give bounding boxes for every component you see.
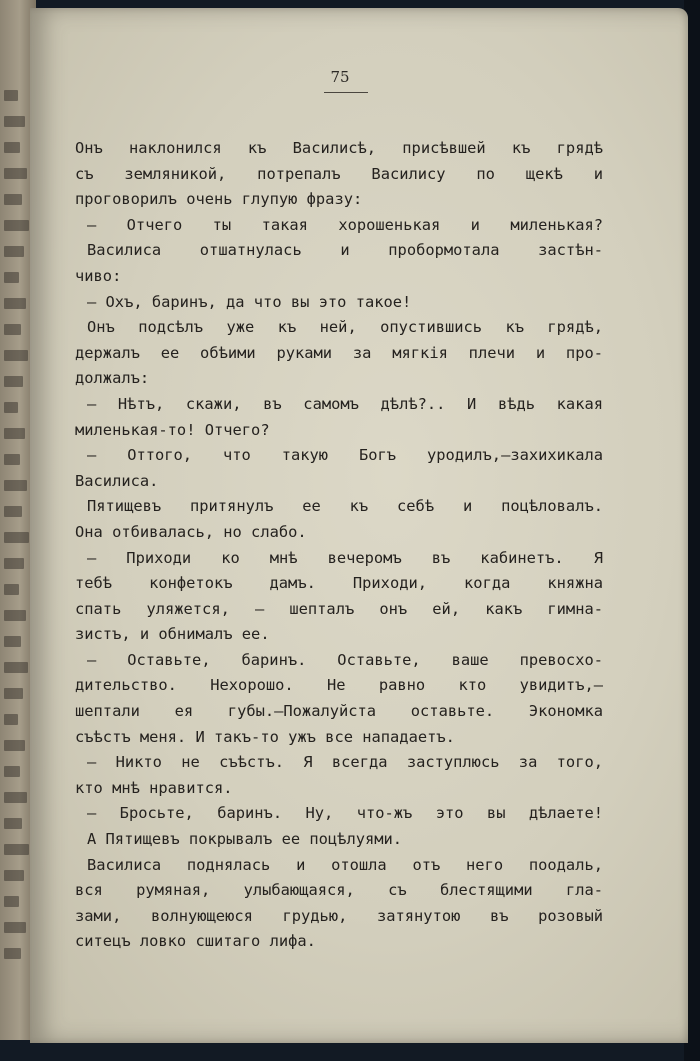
text-line: Василиса поднялась и отошла отъ него поодаль, [87, 855, 603, 874]
book-page [30, 8, 688, 1043]
text-line: Пятищевъ притянулъ ее къ себѣ и поцѣловалъ. [87, 497, 603, 516]
ghost-text-mark [4, 142, 20, 153]
text-line: проговорилъ очень глупую фразу: [75, 190, 363, 209]
text-line: зами, волнующеюся грудью, затянутою въ розовый [75, 906, 603, 925]
text-line: — Бросьте, баринъ. Ну, что-жъ это вы дѣлаете! [87, 804, 603, 823]
text-line: — Отчего ты такая хорошенькая и миленькая? [87, 215, 603, 234]
page-number: 75 [30, 68, 650, 86]
ghost-text-mark [4, 90, 18, 101]
text-line: Она отбивалась, но слабо. [75, 522, 307, 541]
ghost-text-mark [4, 922, 26, 933]
ghost-text-mark [4, 220, 29, 231]
ghost-text-mark [4, 454, 20, 465]
ghost-text-mark [4, 194, 22, 205]
ghost-text-mark [4, 324, 21, 335]
ghost-text-mark [4, 246, 24, 257]
ghost-text-mark [4, 896, 19, 907]
ghost-text-mark [4, 558, 24, 569]
ghost-text-mark [4, 636, 21, 647]
ghost-text-mark [4, 584, 19, 595]
text-line: Онъ наклонился къ Василисѣ, присѣвшей къ грядѣ [75, 139, 603, 157]
text-line: чиво: [75, 266, 122, 285]
ghost-text-mark [4, 506, 22, 517]
ghost-text-mark [4, 350, 28, 361]
text-line: — Нѣтъ, скажи, въ самомъ дѣлѣ?.. И вѣдь какая [87, 394, 603, 413]
text-line: дительство. Нехорошо. Не равно кто увидитъ,— [75, 676, 603, 695]
text-line: миленькая-то! Отчего? [75, 420, 270, 439]
ghost-text-mark [4, 402, 18, 413]
text-line: Василиса отшатнулась и пробормотала застѣн- [87, 241, 603, 260]
ghost-text-mark [4, 298, 26, 309]
text-line: — Никто не съѣстъ. Я всегда заступлюсь за того, [87, 753, 603, 772]
text-line: зистъ, и обнималъ ее. [75, 625, 270, 644]
text-line: — Оттого, что такую Богъ уродилъ,—захихикала [87, 446, 603, 465]
ghost-text-mark [4, 428, 25, 439]
ghost-text-mark [4, 740, 25, 751]
text-line: — Охъ, баринъ, да что вы это такое! [87, 292, 412, 311]
ghost-text-mark [4, 168, 27, 179]
ghost-text-mark [4, 818, 22, 829]
text-line: А Пятищевъ покрывалъ ее поцѣлуями. [87, 830, 403, 849]
ghost-text-mark [4, 532, 29, 543]
ghost-text-mark [4, 688, 23, 699]
ghost-text-mark [4, 272, 19, 283]
text-line: держалъ ее обѣими руками за мягкія плечи и про- [75, 343, 603, 362]
text-line: — Оставьте, баринъ. Оставьте, ваше превосхо- [87, 650, 603, 669]
ghost-text-mark [4, 480, 27, 491]
ghost-text-mark [4, 610, 26, 621]
text-line: съ земляникой, потрепалъ Василису по щекѣ и [75, 164, 603, 183]
text-line: ситецъ ловко сшитаго лифа. [75, 932, 316, 951]
text-line: шептали ея губы.—Пожалуйста оставьте. Экономка [75, 702, 603, 721]
text-line: кто мнѣ нравится. [75, 778, 233, 797]
ghost-text-mark [4, 662, 28, 673]
page-text [75, 136, 603, 955]
text-line: тебѣ конфетокъ дамъ. Приходи, когда княжна [75, 574, 603, 593]
text-line: спать уляжется, — шепталъ онъ ей, какъ гимна- [75, 599, 603, 618]
ghost-text-mark [4, 870, 24, 881]
text-line: съѣстъ меня. И такъ-то ужъ все нападаетъ. [75, 727, 455, 746]
text-line: должалъ: [75, 369, 150, 388]
ghost-text-mark [4, 714, 18, 725]
ghost-text-mark [4, 792, 27, 803]
text-line: вся румяная, улыбающаяся, съ блестящими гла- [75, 881, 603, 900]
text-line: Онъ подсѣлъ уже къ ней, опустившись къ грядѣ, [87, 318, 603, 337]
ghost-text-mark [4, 948, 21, 959]
text-line: Василиса. [75, 471, 159, 490]
ghost-text-mark [4, 376, 23, 387]
ghost-text-mark [4, 116, 25, 127]
ghost-text-mark [4, 844, 29, 855]
text-line: — Приходи ко мнѣ вечеромъ въ кабинетъ. Я [87, 548, 603, 567]
ghost-text-mark [4, 766, 20, 777]
